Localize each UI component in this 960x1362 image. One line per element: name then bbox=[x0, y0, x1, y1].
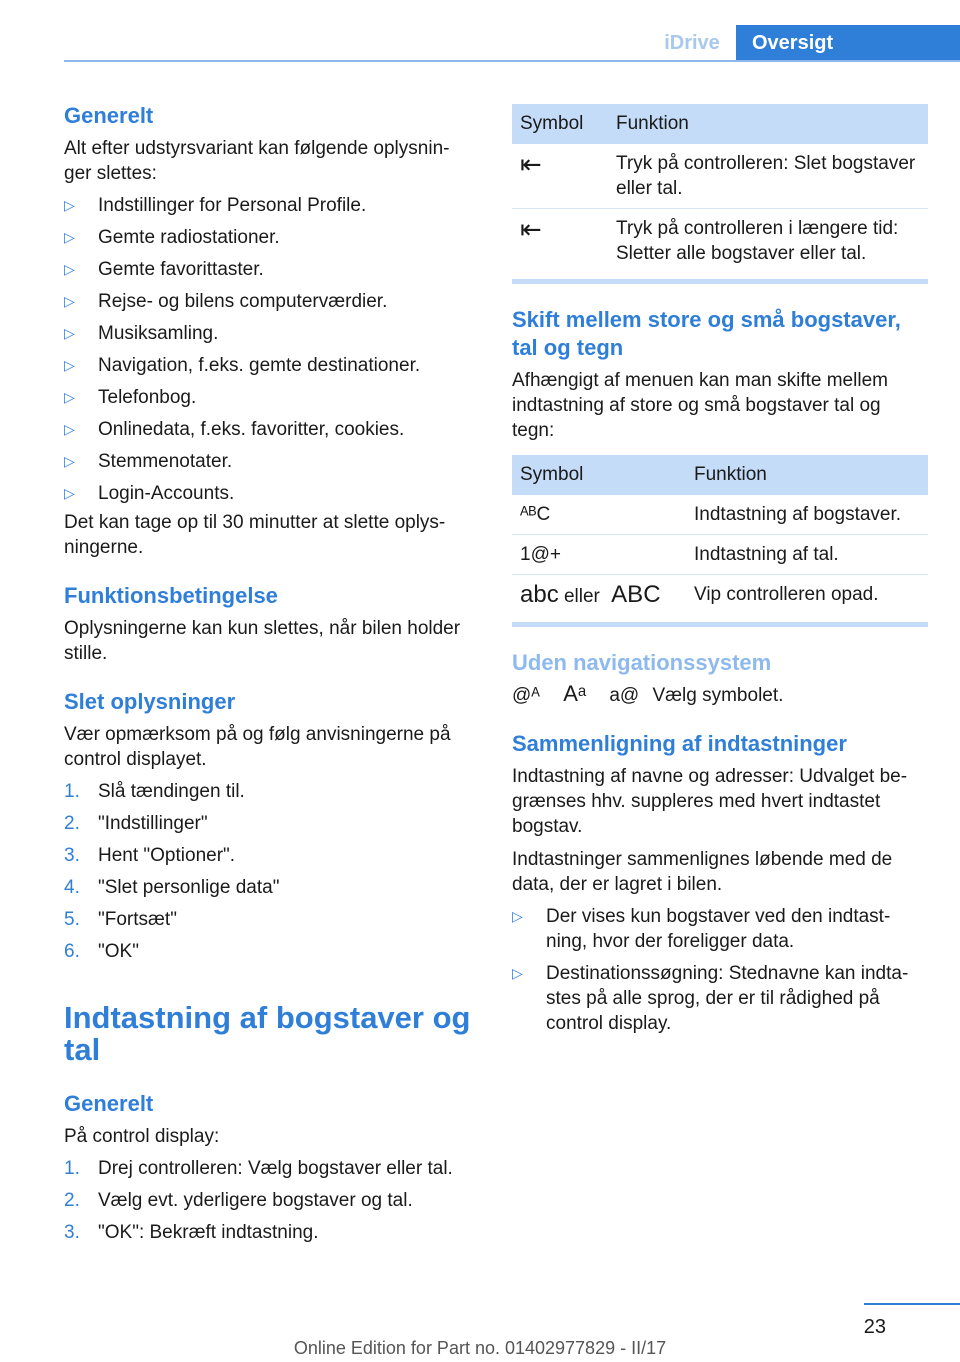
list-item: ▷ Telefonbog. bbox=[64, 387, 197, 408]
chapter-heading: Indtastning af bogstaver og tal bbox=[64, 1000, 471, 1067]
triangle-bullet-icon: ▷ bbox=[64, 453, 75, 469]
section-outro: Det kan tage op til 30 minutter at slette oplys-ningerne. bbox=[64, 512, 446, 558]
triangle-bullet-icon: ▷ bbox=[64, 293, 75, 309]
list-item: ▷ Gemte favorittaster. bbox=[64, 259, 264, 280]
list-item: 2. Vælg evt. yderligere bogstaver og tal. bbox=[64, 1190, 413, 1211]
section-heading-funktionsbetingelse: Funktionsbetingelse bbox=[64, 583, 278, 608]
lowercase-at-icon: a@ bbox=[609, 685, 640, 706]
uppercase-lowercase-icon: Aᵃ bbox=[563, 681, 587, 706]
section-text: Indtastning af navne og adresser: Udvalget be-grænses hhv. suppleres med hvert indtastet bogstav. bbox=[512, 766, 908, 837]
table-cell: Tryk på controlleren i længere tid: Sletter alle bogstaver eller tal. bbox=[616, 218, 899, 264]
list-item: ▷ Login-Accounts. bbox=[64, 483, 235, 504]
table-header-funktion: Funktion bbox=[608, 104, 928, 144]
triangle-bullet-icon: ▷ bbox=[512, 908, 523, 924]
list-item: 1. Drej controlleren: Vælg bogstaver eller tal. bbox=[64, 1158, 453, 1179]
table-row bbox=[512, 535, 928, 575]
table-row bbox=[512, 495, 928, 535]
triangle-bullet-icon: ▷ bbox=[64, 261, 75, 277]
triangle-bullet-icon: ▷ bbox=[64, 325, 75, 341]
comparison-list bbox=[512, 904, 928, 1036]
list-item: ▷ Indstillinger for Personal Profile. bbox=[64, 195, 367, 216]
section-text: Indtastninger sammenlignes løbende med de data, der er lagret i bilen. bbox=[512, 849, 893, 895]
section-text: Afhængigt af menuen kan man skifte mellem indtastning af store og små bogstaver tal og tegn: bbox=[512, 370, 888, 441]
list-item: 3. Hent "Optioner". bbox=[64, 845, 236, 866]
table-header-symbol: Symbol bbox=[512, 104, 608, 144]
table-cell: Tryk på controlleren: Slet bogstaver eller tal. bbox=[608, 144, 928, 209]
triangle-bullet-icon: ▷ bbox=[64, 197, 75, 213]
right-column bbox=[512, 104, 928, 1036]
list-item: 3. "OK": Bekræft indtastning. bbox=[64, 1222, 319, 1243]
section-text: Oplysningerne kan kun slettes, når bilen holder stille. bbox=[64, 618, 461, 664]
symbol-table-delete bbox=[512, 104, 928, 273]
page-number: 23 bbox=[863, 1316, 886, 1338]
section-heading-uden-navigation: Uden navigationssystem bbox=[512, 650, 772, 675]
numbers-mode-icon: 1@+ bbox=[520, 544, 561, 565]
table-row bbox=[512, 575, 928, 617]
triangle-bullet-icon: ▷ bbox=[64, 485, 75, 501]
table-bottom-bar bbox=[512, 622, 928, 627]
section-intro: Alt efter udstyrsvariant kan følgende oplysnin-ger slettes: bbox=[64, 138, 450, 184]
list-item: ▷ Musiksamling. bbox=[64, 323, 219, 344]
triangle-bullet-icon: ▷ bbox=[64, 389, 75, 405]
header-tab-oversigt[interactable]: Oversigt bbox=[736, 25, 960, 61]
table-header-symbol: Symbol bbox=[512, 455, 686, 495]
table-header-funktion: Funktion bbox=[686, 455, 928, 495]
footer-edition: Online Edition for Part no. 01402977829 - II/17 bbox=[293, 1338, 667, 1358]
list-item: 5. "Fortsæt" bbox=[64, 909, 177, 930]
triangle-bullet-icon: ▷ bbox=[512, 965, 523, 981]
left-column bbox=[64, 100, 480, 1245]
list-item: ▷ Gemte radiostationer. bbox=[64, 227, 280, 248]
symbol-table-case bbox=[512, 455, 928, 616]
symbol-row bbox=[512, 681, 928, 708]
symbol-instruction: Vælg symbolet. bbox=[652, 685, 784, 706]
section-heading-generelt: Generelt bbox=[64, 103, 154, 128]
lowercase-icon: abc bbox=[520, 581, 559, 608]
footer-rule bbox=[864, 1303, 960, 1305]
table-bottom-bar bbox=[512, 279, 928, 284]
list-item: 6. "OK" bbox=[64, 941, 139, 962]
list-item: ▷ Rejse- og bilens computerværdier. bbox=[64, 291, 388, 312]
uppercase-icon: ABC bbox=[611, 581, 661, 608]
delete-steps-list bbox=[64, 779, 480, 964]
table-cell: Indtastning af tal. bbox=[686, 535, 928, 575]
delete-items-list bbox=[64, 193, 480, 506]
list-item: ▷ Navigation, f.eks. gemte destinationer. bbox=[64, 355, 421, 376]
at-uppercase-icon: @ᴬ bbox=[512, 685, 540, 706]
list-item: ▷ Destinationssøgning: Stednavne kan indta-stes på alle sprog, der er til rådighed på control display. bbox=[512, 963, 909, 1034]
section-text: Vær opmærksom på og følg anvisningerne på control displayet. bbox=[64, 724, 451, 770]
list-item: 1. Slå tændingen til. bbox=[64, 781, 245, 802]
list-item: ▷ Stemmenotater. bbox=[64, 451, 233, 472]
backspace-icon: ⇤ bbox=[520, 214, 542, 244]
table-cell: Vip controlleren opad. bbox=[694, 584, 879, 605]
list-item: ▷ Onlinedata, f.eks. favoritter, cookies. bbox=[64, 419, 405, 440]
letters-mode-icon: ᴬᴮC bbox=[520, 504, 551, 525]
section-heading-generelt-2: Generelt bbox=[64, 1091, 154, 1116]
triangle-bullet-icon: ▷ bbox=[64, 229, 75, 245]
section-text: På control display: bbox=[64, 1126, 220, 1147]
triangle-bullet-icon: ▷ bbox=[64, 357, 75, 373]
input-steps-list bbox=[64, 1156, 480, 1245]
list-item: 4. "Slet personlige data" bbox=[64, 877, 280, 898]
list-item: 2. "Indstillinger" bbox=[64, 813, 208, 834]
section-heading-slet-oplysninger: Slet oplysninger bbox=[64, 689, 236, 714]
header-tab-idrive[interactable]: iDrive bbox=[664, 32, 720, 54]
symbol-separator: eller bbox=[563, 586, 600, 607]
section-heading-sammenligning: Sammenligning af indtastninger bbox=[512, 731, 847, 756]
table-row bbox=[512, 144, 928, 209]
triangle-bullet-icon: ▷ bbox=[64, 421, 75, 437]
header-rule bbox=[64, 60, 960, 62]
section-heading-skift: Skift mellem store og små bogstaver, tal og tegn bbox=[512, 307, 901, 360]
list-item: ▷ Der vises kun bogstaver ved den indtast-ning, hvor der foreligger data. bbox=[512, 906, 891, 952]
backspace-icon: ⇤ bbox=[520, 149, 542, 179]
table-row bbox=[512, 209, 928, 274]
table-cell: Indtastning af bogstaver. bbox=[686, 495, 928, 535]
